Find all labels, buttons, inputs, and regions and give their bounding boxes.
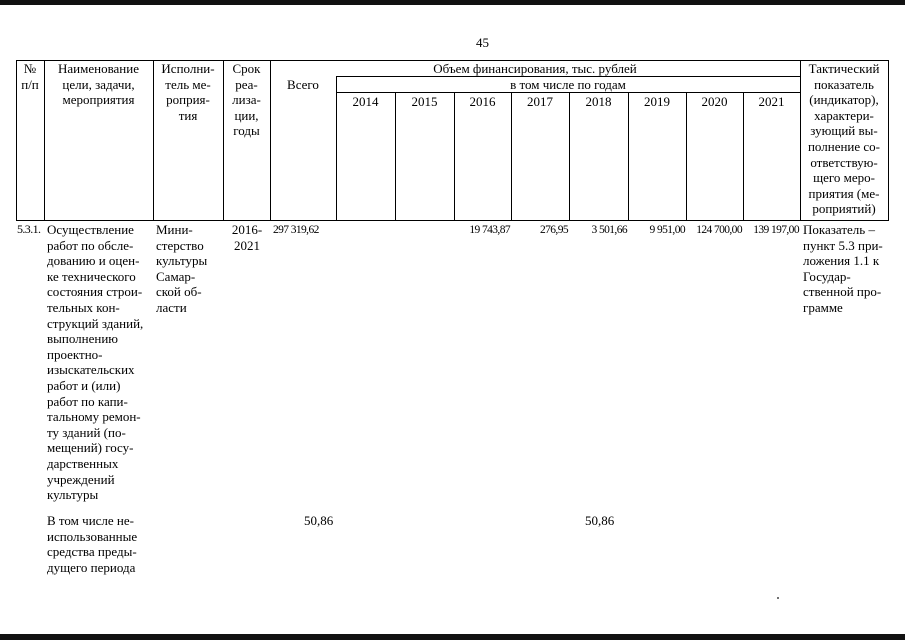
row-year-2016: 19 743,87 — [469, 224, 510, 236]
col-line — [511, 92, 512, 221]
header-total: Всего — [287, 77, 319, 92]
subrow-total: 50,86 — [304, 513, 334, 528]
header-year: 2014 — [352, 94, 379, 109]
row-year-2019: 9 951,00 — [649, 224, 685, 236]
row-year-2021: 139 197,00 — [753, 224, 799, 236]
row-year-2017: 276,95 — [539, 224, 568, 236]
header-num: № п/п — [21, 61, 39, 92]
header-year: 2016 — [469, 94, 496, 109]
header-by-years: в том числе по годам — [510, 77, 626, 92]
row-executor: Мини- стерство культуры Самар- ской об- ласти — [156, 222, 208, 315]
col-line — [888, 60, 889, 221]
header-year: 2015 — [411, 94, 438, 109]
row-indicator: Показатель – пункт 5.3 при- ложения 1.1 к Государ- ственной про- грамме — [803, 222, 883, 315]
row-period: 2016- 2021 — [231, 222, 263, 253]
subrow-name: В том числе не- использованные средства преды- дущего периода — [47, 513, 138, 575]
header-year: 2020 — [701, 94, 728, 109]
page-number: 45 — [476, 35, 489, 50]
row-year-2018: 3 501,66 — [591, 224, 627, 236]
scan-bottom-border — [0, 634, 905, 640]
row-number: 5.3.1. — [17, 222, 41, 236]
col-line — [395, 92, 396, 221]
row-year-2020: 124 700,00 — [696, 224, 742, 236]
header-indicator: Тактический показатель (индикатор), характери- зующий вы- полнение со- ответствую- щего меро- приятия (ме- роприятий) — [807, 61, 881, 217]
header-funding: Объем финансирования, тыс. рублей — [433, 61, 637, 76]
header-year: 2021 — [758, 94, 785, 109]
header-executor: Исполни- тель ме- роприя- тия — [161, 61, 215, 123]
col-line — [686, 92, 687, 221]
row-total: 297 319,62 — [273, 224, 319, 236]
header-name: Наименование цели, задачи, мероприятия — [58, 61, 139, 108]
col-line — [743, 92, 744, 221]
col-line — [454, 92, 455, 221]
row-name: Осуществление работ по обсле- дованию и оцен- ке технического состояния строи- тельных кон- струкций зданий, выполнению проектно- изыскательских работ и (или) работ по капи- тальному ремон- ту зданий (по- мещений) госу- дарственных учреждений культуры — [47, 222, 144, 503]
scan-top-border — [0, 0, 905, 5]
header-year: 2018 — [585, 94, 612, 109]
header-period: Срок реа- лиза- ции, годы — [232, 61, 261, 139]
scan-speck — [777, 597, 779, 599]
header-bottom-line — [16, 220, 888, 221]
subrow-year-2018: 50,86 — [585, 513, 615, 528]
header-year: 2017 — [527, 94, 553, 109]
col-line — [569, 92, 570, 221]
header-year: 2019 — [644, 94, 670, 109]
col-line — [628, 92, 629, 221]
